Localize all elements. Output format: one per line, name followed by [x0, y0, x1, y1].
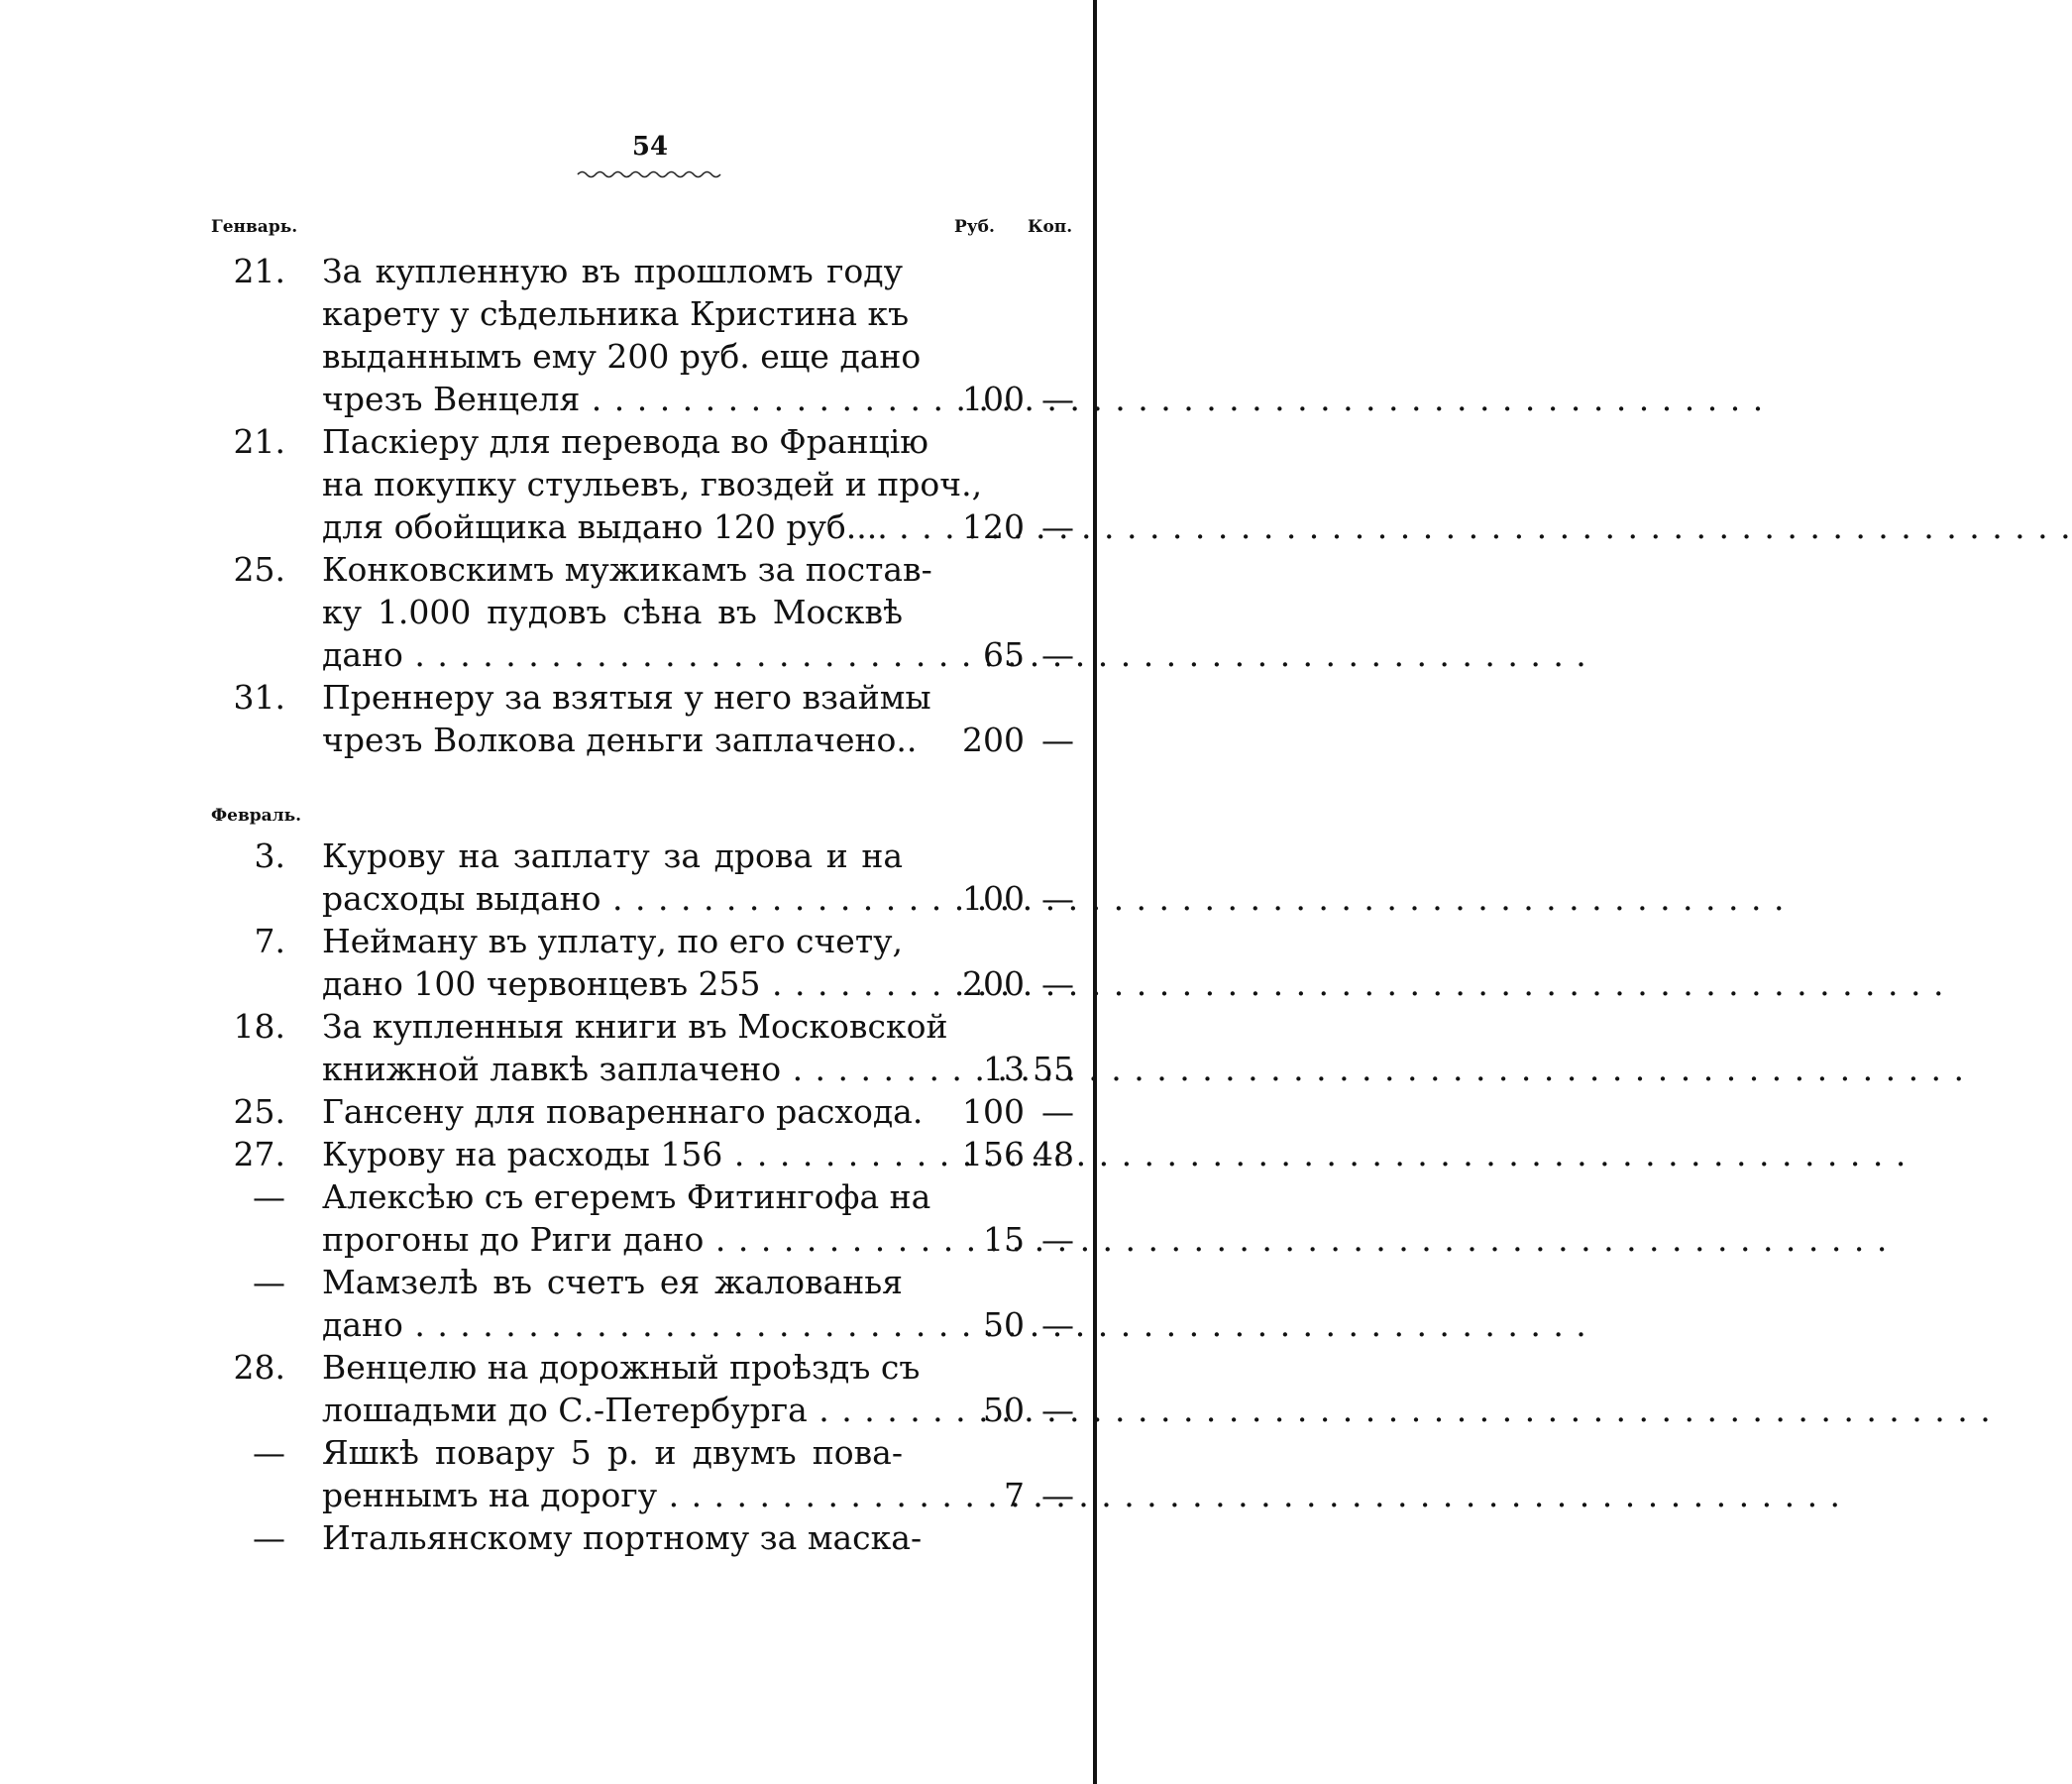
entry-text: Яшкѣ повару 5 р. и двумъ пова- [322, 1433, 903, 1472]
wavy-ornament [578, 168, 722, 180]
amount-kop: — [1041, 1220, 1074, 1259]
entry-date: 31. [233, 678, 285, 717]
entry-date: — [253, 1263, 285, 1301]
entry-text: За купленную въ прошломъ году [322, 252, 903, 290]
entry-date: 7. [254, 922, 285, 960]
amount-kop: — [1041, 721, 1074, 759]
entry-text: За купленныя книги въ Московской [322, 1007, 948, 1046]
entry-text: Венцелю на дорожный проѣздъ съ [322, 1348, 921, 1387]
entry-text: лошадьми до С.-Петербурга . . . [322, 1389, 903, 1432]
amount-rub: 7 [1004, 1476, 1025, 1514]
entry-date: 18. [233, 1007, 285, 1046]
entry-date: — [253, 1177, 285, 1216]
amount-rub: 120 [962, 507, 1025, 546]
amount-kop: 48 [1033, 1135, 1074, 1173]
amount-kop: — [1041, 1391, 1074, 1429]
page-number: 54 [631, 132, 669, 162]
amount-rub: 50 [983, 1391, 1025, 1429]
amount-rub: 100 [962, 1092, 1025, 1131]
amount-rub: 156 [962, 1135, 1025, 1173]
entry-text: дано . . . [322, 633, 903, 677]
entry-text: Курову на заплату за дрова и на [322, 836, 903, 875]
amount-rub: 65 [983, 635, 1025, 674]
entry-text: расходы выдано . . . [322, 877, 903, 921]
entry-text: прогоны до Риги дано . . . [322, 1218, 903, 1262]
entry-text: Итальянскому портному за маска- [322, 1518, 923, 1557]
amount-rub: 200 [962, 721, 1025, 759]
entry-text: книжной лавкѣ заплачено . . . [322, 1048, 903, 1091]
month-heading-january: Генварь. [211, 217, 298, 237]
entry-text: для обойщика выдано 120 руб.... . . . [322, 505, 903, 549]
entry-date: 25. [233, 1092, 285, 1131]
entry-text: Преннеру за взятыя у него взаймы [322, 678, 931, 717]
amount-kop: — [1041, 964, 1074, 1003]
amount-kop: — [1041, 879, 1074, 918]
entry-text: реннымъ на дорогу . . . [322, 1474, 903, 1517]
amount-kop: — [1041, 1305, 1074, 1344]
entry-text: Алексѣю съ егеремъ Фитингофа на [322, 1177, 931, 1216]
entry-text: Конковскимъ мужикамъ за постав- [322, 550, 932, 589]
amount-kop: — [1041, 635, 1074, 674]
month-heading-february: Февраль. [211, 806, 302, 826]
entry-date: 3. [254, 836, 285, 875]
amount-rub: 15 [983, 1220, 1025, 1259]
amount-rub: 13 [983, 1050, 1025, 1088]
entry-text: чрезъ Волкова деньги заплачено.. [322, 721, 918, 759]
amount-kop: — [1041, 507, 1074, 546]
entry-date: — [253, 1518, 285, 1557]
entry-text: Мамзелѣ въ счетъ ея жалованья [322, 1263, 903, 1301]
amount-rub: 100 [962, 380, 1025, 418]
amount-rub: 200 [962, 964, 1025, 1003]
amount-rub: 50 [983, 1305, 1025, 1344]
entry-text: Нейману въ уплату, по его счету, [322, 922, 903, 960]
entry-date: 27. [233, 1135, 285, 1173]
amount-kop: — [1041, 1092, 1074, 1131]
entry-date: 25. [233, 550, 285, 589]
entry-date: 21. [233, 422, 285, 461]
entry-text: на покупку стульевъ, гвоздей и проч., [322, 465, 983, 503]
entry-text: Паскіеру для перевода во Францію [322, 422, 928, 461]
entry-text: чрезъ Венцеля . . . [322, 378, 903, 421]
entry-text: Гансену для повареннаго расхода. [322, 1092, 924, 1131]
entry-text: дано 100 червонцевъ 255 . . . [322, 962, 903, 1006]
column-header-kop: Коп. [1028, 217, 1073, 237]
entry-date: 28. [233, 1348, 285, 1387]
amount-kop: 55 [1033, 1050, 1074, 1088]
entry-date: — [253, 1433, 285, 1472]
column-header-rub: Руб. [954, 217, 995, 237]
amount-rub: 100 [962, 879, 1025, 918]
entry-text: дано . . . [322, 1303, 903, 1347]
entry-text: ку 1.000 пудовъ сѣна въ Москвѣ [322, 593, 903, 631]
entry-text: карету у сѣдельника Кристина къ [322, 294, 910, 333]
amount-kop: — [1041, 380, 1074, 418]
amount-kop: — [1041, 1476, 1074, 1514]
entry-text: Курову на расходы 156 . . . [322, 1133, 903, 1176]
entry-date: 21. [233, 252, 285, 290]
entry-text: выданнымъ ему 200 руб. еще дано [322, 337, 922, 376]
